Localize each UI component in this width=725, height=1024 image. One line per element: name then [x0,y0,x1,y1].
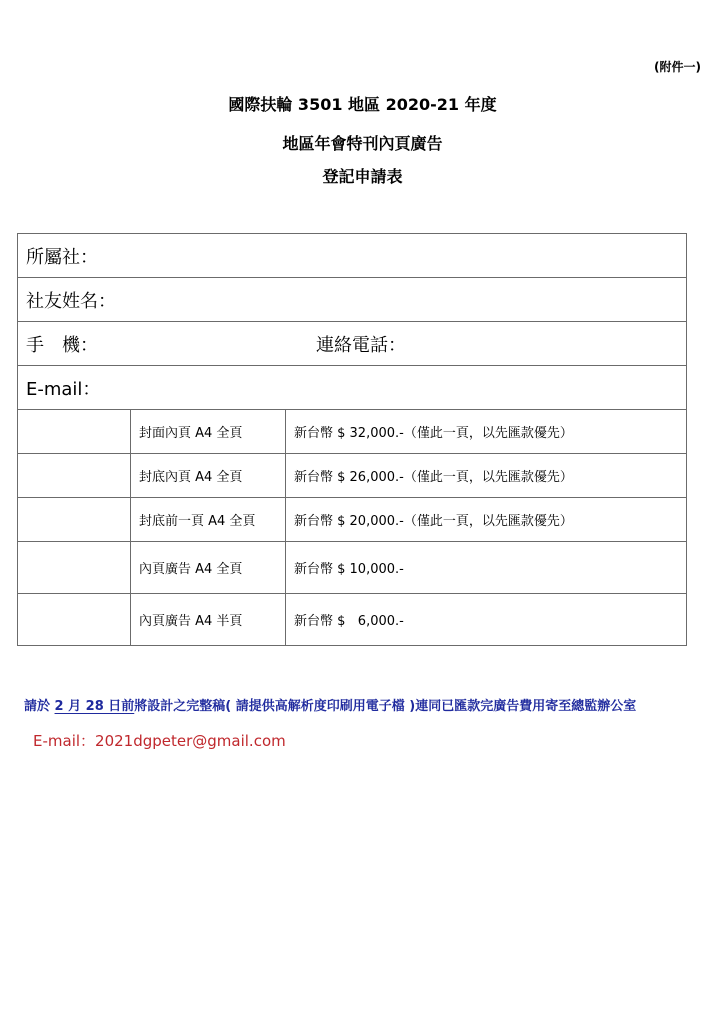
ad-option-item: 封底前一頁 A4 全頁 [131,498,286,542]
attachment-label: (附件一) [654,60,701,74]
ad-option-price: 新台幣 $ 32,000.-（僅此一頁，以先匯款優先） [286,410,687,454]
ad-option-price: 新台幣 $ 6,000.- [286,594,687,646]
club-field[interactable] [18,234,687,278]
ad-option-row [18,454,687,498]
email-field[interactable] [18,366,687,410]
registration-form-table [17,233,687,646]
ad-option-row [18,410,687,454]
ad-option-row [18,594,687,646]
member-name-field[interactable] [18,278,687,322]
document-title-line-3: 登記申請表 [322,167,403,186]
contact-phone-label: 連絡電話： [316,334,406,356]
document-title-line-1: 國際扶輪 3501 地區 2020-21 年度 [228,95,497,114]
document-title-line-2: 地區年會特刊內頁廣告 [282,134,443,153]
ad-option-item: 內頁廣告 A4 全頁 [131,542,286,594]
ad-option-item: 封底內頁 A4 全頁 [131,454,286,498]
ad-option-price: 新台幣 $ 26,000.-（僅此一頁，以先匯款優先） [286,454,687,498]
ad-option-checkbox-cell[interactable] [18,410,131,454]
member-name-label: 社友姓名： [26,290,116,312]
phone-row [18,322,687,366]
member-name-row [18,278,687,322]
email-row [18,366,687,410]
ad-option-checkbox-cell[interactable] [18,498,131,542]
ad-option-item: 內頁廣告 A4 半頁 [131,594,286,646]
club-row [18,234,687,278]
notice-deadline: 2 月 28 日前 [54,699,135,714]
notice-instructions: 將設計之完整稿( 請提供高解析度印刷用電子檔 )連同已匯款完廣告費用寄至總監辦公室 [134,699,637,714]
ad-option-checkbox-cell[interactable] [18,594,131,646]
mobile-label: 手 機： [26,334,98,356]
club-label: 所屬社： [26,246,98,268]
contact-email[interactable]: E-mail：2021dgpeter@gmail.com [33,732,286,750]
phone-field[interactable] [18,322,687,366]
ad-option-price: 新台幣 $ 10,000.- [286,542,687,594]
ad-option-row [18,498,687,542]
ad-option-price: 新台幣 $ 20,000.-（僅此一頁，以先匯款優先） [286,498,687,542]
ad-option-row [18,542,687,594]
ad-option-checkbox-cell[interactable] [18,542,131,594]
ad-option-item: 封面內頁 A4 全頁 [131,410,286,454]
submission-notice [24,695,714,714]
email-label: E-mail： [26,378,101,400]
ad-option-checkbox-cell[interactable] [18,454,131,498]
notice-prefix: 請於 [24,699,51,714]
